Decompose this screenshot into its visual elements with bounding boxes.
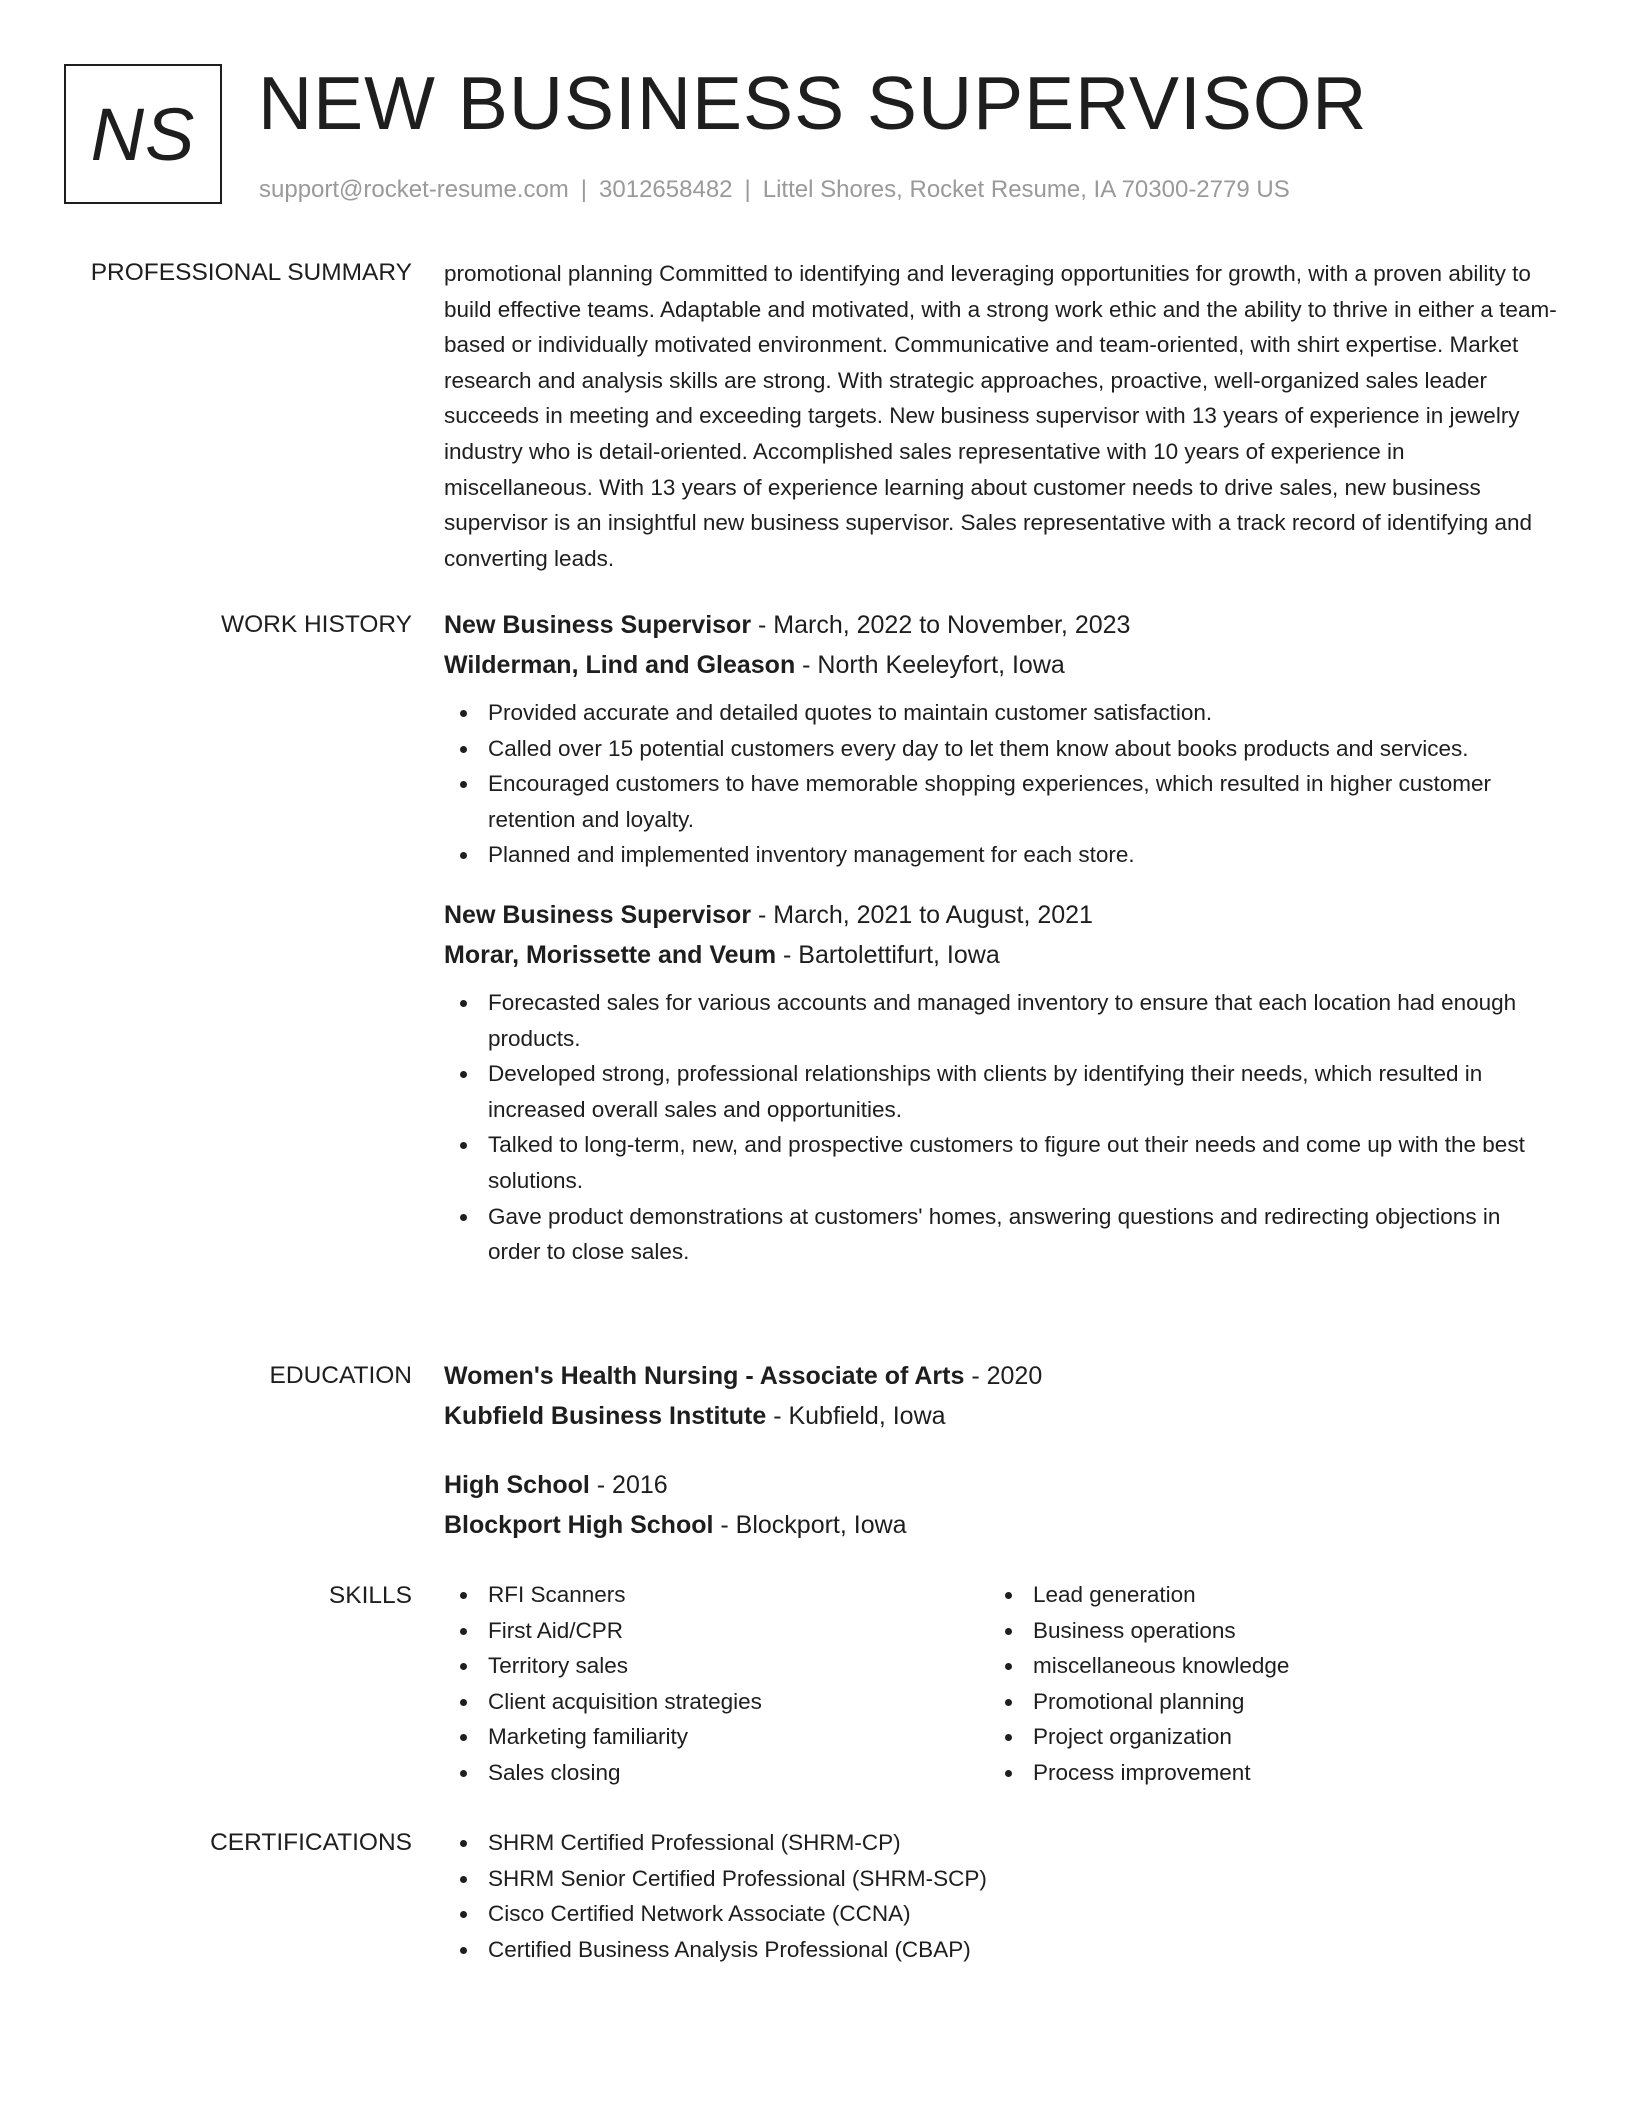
certification-item: SHRM Certified Professional (SHRM-CP) <box>444 1825 1559 1861</box>
company-name: Wilderman, Lind and Gleason <box>444 651 796 679</box>
section-heading-work-history: WORK HISTORY <box>220 611 412 638</box>
list-item: Gave product demonstrations at customers' homes, answering questions and redirecting objections in order to close sales. <box>444 1199 1559 1270</box>
school-line <box>444 1396 1559 1436</box>
degree: High School <box>444 1471 590 1499</box>
skills-columns <box>444 1577 1559 1791</box>
job-bullets <box>444 695 1559 873</box>
email-link[interactable]: support@rocket-resume.com <box>259 176 569 203</box>
section-heading-education: EDUCATION <box>269 1362 412 1389</box>
certification-item: Certified Business Analysis Professional (CBAP) <box>444 1932 1559 1968</box>
skill-item: Project organization <box>989 1719 1534 1755</box>
certification-item: SHRM Senior Certified Professional (SHRM-SCP) <box>444 1861 1559 1897</box>
list-item: Encouraged customers to have memorable shopping experiences, which resulted in higher customer retention and loyalty. <box>444 766 1559 837</box>
page-title: NEW BUSINESS SUPERVISOR <box>258 61 1368 145</box>
company-location: - North Keeleyfort, Iowa <box>795 651 1065 679</box>
certification-item: Cisco Certified Network Associate (CCNA) <box>444 1896 1559 1932</box>
degree-line <box>444 1356 1559 1396</box>
job-dates: - March, 2022 to November, 2023 <box>751 611 1131 639</box>
company-line <box>444 645 1559 685</box>
address: Littel Shores, Rocket Resume, IA 70300-2779 US <box>762 176 1290 203</box>
work-history-body <box>444 605 1559 1270</box>
school-name: Blockport High School <box>444 1511 714 1539</box>
summary-body <box>444 256 1559 576</box>
separator: | <box>580 176 588 203</box>
job-title: New Business Supervisor <box>444 611 752 639</box>
list-item: Talked to long-term, new, and prospective customers to figure out their needs and come up with the best solutions. <box>444 1127 1559 1198</box>
job-dates: - March, 2021 to August, 2021 <box>751 900 1093 929</box>
school-name: Kubfield Business Institute <box>444 1402 767 1430</box>
company-location: - Bartolettifurt, Iowa <box>776 940 1000 969</box>
graduation-year: - 2016 <box>589 1471 668 1499</box>
school-location: - Blockport, Iowa <box>713 1511 907 1539</box>
list-item: Developed strong, professional relationships with clients by identifying their needs, which resulted in increased overall sales and opportunities. <box>444 1056 1559 1127</box>
degree-line <box>444 1465 1559 1505</box>
graduation-year: - 2020 <box>964 1362 1043 1390</box>
school-location: - Kubfield, Iowa <box>766 1402 946 1430</box>
skill-item: Lead generation <box>989 1577 1534 1613</box>
job-title-line <box>444 895 1559 935</box>
list-item: Forecasted sales for various accounts and managed inventory to ensure that each location had enough products. <box>444 985 1559 1056</box>
skill-item: RFI Scanners <box>444 1577 989 1613</box>
job-entry <box>444 895 1559 1270</box>
job-entry <box>444 605 1559 873</box>
summary-text: promotional planning Committed to identifying and leveraging opportunities for growth, with a proven ability to build effective teams. Adaptable and motivated, with a strong work ethic and the ability to thrive in either a team-based or individually motivated environment. Communicative and team-oriented, with shirt expertise. Market research and analysis skills are strong. With strategic approaches, proactive, well-organized sales leader succeeds in meeting and exceeding targets. New business supervisor with 13 years of experience in jewelry industry who is detail-oriented. Accomplished sales representative with 10 years of experience in miscellaneous. With 13 years of experience learning about customer needs to drive sales, new business supervisor is an insightful new business supervisor. Sales representative with a track record of identifying and converting leads. <box>444 261 1557 571</box>
education-entry <box>444 1356 1559 1436</box>
skill-item: miscellaneous knowledge <box>989 1648 1534 1684</box>
skill-item: Marketing familiarity <box>444 1719 989 1755</box>
list-item: Provided accurate and detailed quotes to maintain customer satisfaction. <box>444 695 1559 731</box>
skill-item: Process improvement <box>989 1755 1534 1791</box>
section-heading-skills: SKILLS <box>328 1582 412 1609</box>
skill-item: Business operations <box>989 1613 1534 1649</box>
job-bullets <box>444 985 1559 1270</box>
skills-list <box>444 1577 989 1791</box>
job-title: New Business Supervisor <box>444 900 752 929</box>
separator: | <box>744 176 751 203</box>
skills-body <box>444 1577 1559 1791</box>
job-title-line <box>444 605 1559 645</box>
resume-header <box>64 61 1564 214</box>
education-body <box>444 1356 1559 1545</box>
section-heading-certifications: CERTIFICATIONS <box>210 1829 412 1856</box>
skill-item: Sales closing <box>444 1755 989 1791</box>
certifications-body <box>444 1825 1559 1967</box>
list-item: Called over 15 potential customers every day to let them know about books products and services. <box>444 731 1559 767</box>
skill-item: Promotional planning <box>989 1684 1534 1720</box>
company-line <box>444 935 1559 975</box>
school-line <box>444 1505 1559 1545</box>
contact-line <box>259 174 1290 205</box>
skill-item: First Aid/CPR <box>444 1613 989 1649</box>
certifications-list <box>444 1825 1559 1967</box>
monogram-badge: NS <box>64 64 222 204</box>
company-name: Morar, Morissette and Veum <box>444 940 777 969</box>
phone-number[interactable]: 3012658482 <box>599 176 733 203</box>
skill-item: Territory sales <box>444 1648 989 1684</box>
skill-item: Client acquisition strategies <box>444 1684 989 1720</box>
section-heading-summary: PROFESSIONAL SUMMARY <box>90 259 412 286</box>
skills-list <box>989 1577 1534 1791</box>
list-item: Planned and implemented inventory management for each store. <box>444 837 1559 873</box>
education-entry <box>444 1465 1559 1545</box>
degree: Women's Health Nursing - Associate of Arts <box>444 1362 965 1390</box>
